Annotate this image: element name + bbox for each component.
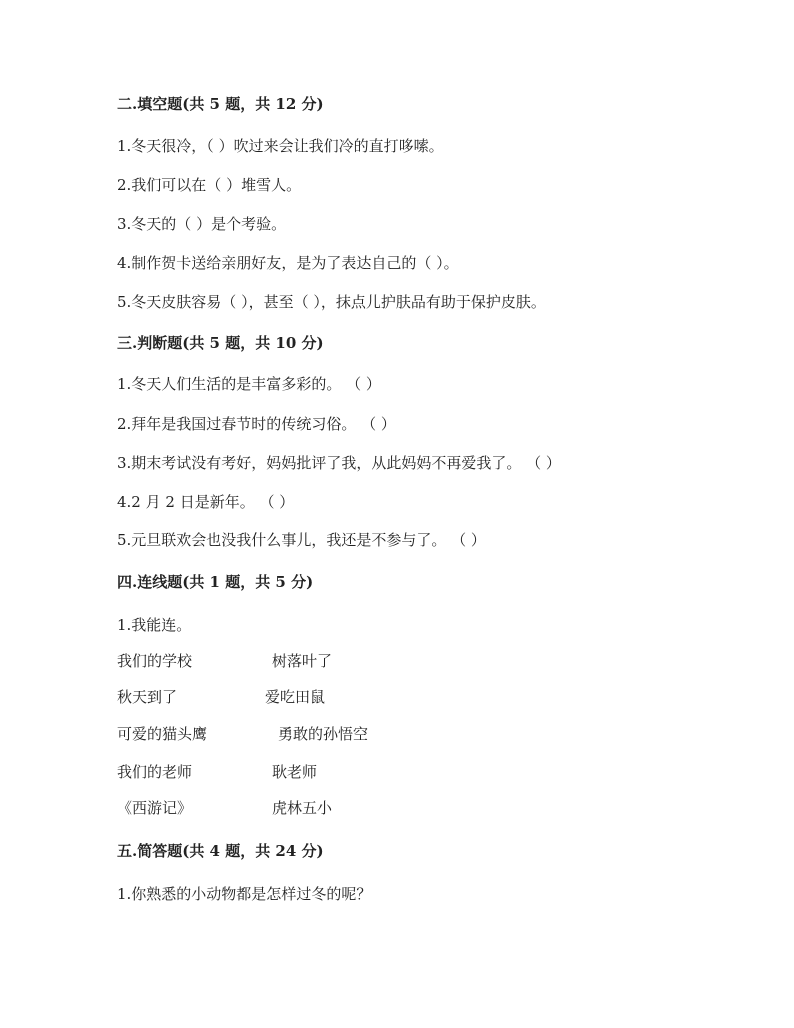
matching-left-item-4: 我们的老师 — [117, 763, 193, 781]
section-heading-true-false: 三.判断题(共 5 题，共 10 分) — [117, 334, 324, 352]
section-heading-short-answer: 五.简答题(共 4 题，共 24 分) — [117, 842, 324, 860]
matching-left-item-5: 《西游记》 — [117, 799, 193, 817]
true-false-question-1: 1.冬天人们生活的是丰富多彩的。 （ ） — [117, 375, 381, 393]
fill-blank-question-5: 5.冬天皮肤容易（ ），甚至（ ），抹点儿护肤品有助于保护皮肤。 — [117, 293, 546, 311]
matching-left-item-3: 可爱的猫头鹰 — [117, 725, 208, 743]
matching-left-item-2: 秋天到了 — [117, 688, 178, 706]
matching-right-item-5: 虎林五小 — [272, 799, 333, 817]
short-answer-question-1: 1.你熟悉的小动物都是怎样过冬的呢？ — [117, 885, 372, 903]
true-false-question-4: 4.2 月 2 日是新年。 （ ） — [117, 493, 295, 511]
section-heading-matching: 四.连线题(共 1 题，共 5 分) — [117, 573, 314, 591]
matching-right-item-4: 耿老师 — [272, 763, 318, 781]
fill-blank-question-4: 4.制作贺卡送给亲朋好友，是为了表达自己的（ ）。 — [117, 254, 459, 272]
true-false-question-5: 5.元旦联欢会也没我什么事儿，我还是不参与了。 （ ） — [117, 531, 486, 549]
matching-right-item-3: 勇敢的孙悟空 — [278, 725, 369, 743]
fill-blank-question-2: 2.我们可以在（ ）堆雪人。 — [117, 176, 302, 194]
true-false-question-2: 2.拜年是我国过春节时的传统习俗。 （ ） — [117, 415, 396, 433]
matching-left-item-1: 我们的学校 — [117, 652, 193, 670]
matching-right-item-1: 树落叶了 — [272, 652, 333, 670]
matching-prompt: 1.我能连。 — [117, 616, 192, 634]
true-false-question-3: 3.期末考试没有考好，妈妈批评了我，从此妈妈不再爱我了。 （ ） — [117, 454, 561, 472]
fill-blank-question-3: 3.冬天的（ ）是个考验。 — [117, 215, 287, 233]
fill-blank-question-1: 1.冬天很冷，（ ）吹过来会让我们冷的直打哆嗦。 — [117, 137, 444, 155]
section-heading-fill-blank: 二.填空题(共 5 题，共 12 分) — [117, 95, 324, 113]
matching-right-item-2: 爱吃田鼠 — [265, 688, 326, 706]
